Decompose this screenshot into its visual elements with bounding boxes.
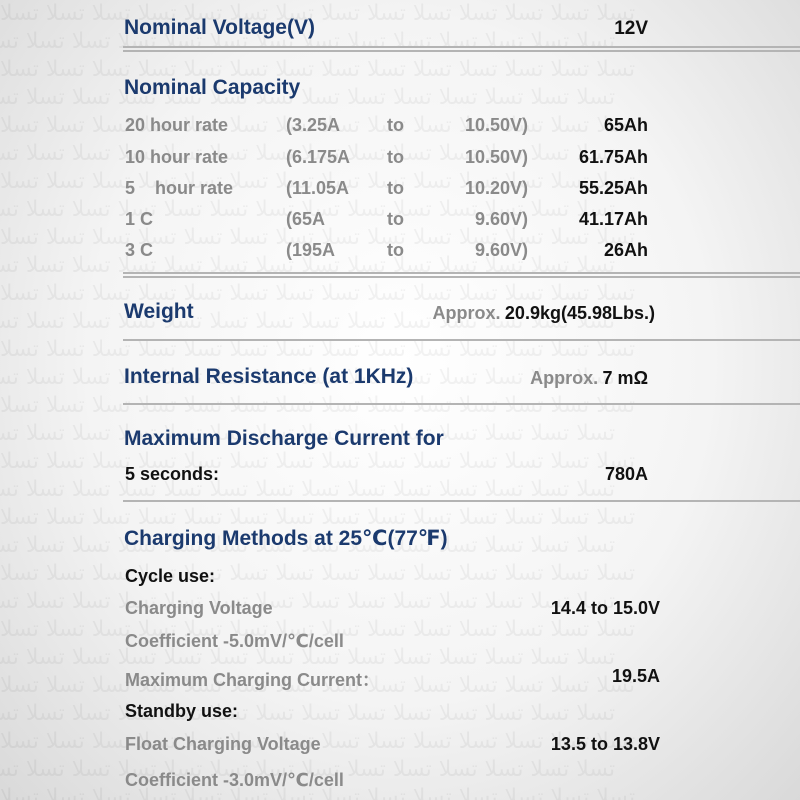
divider	[123, 339, 800, 341]
charging-voltage-value: 14.4 to 15.0V	[550, 598, 660, 618]
capacity-rate: 5 hour rate	[125, 178, 234, 198]
capacity-to: to	[387, 147, 404, 167]
coefficient-cycle: Coefficient -5.0mV/℃/cell	[125, 631, 344, 651]
weight-value-group	[432, 303, 655, 324]
capacity-value: 26Ah	[603, 240, 648, 260]
capacity-to: to	[387, 209, 404, 229]
float-charging-voltage-value: 13.5 to 13.8V	[550, 734, 660, 754]
capacity-value: 41.17Ah	[578, 209, 648, 229]
capacity-rate: 3 C	[125, 240, 154, 260]
capacity-rate: 1 C	[125, 209, 154, 229]
capacity-current: (195A	[286, 240, 336, 260]
max-charging-current-value: 19.5A	[611, 666, 660, 686]
capacity-value: 65Ah	[603, 115, 648, 135]
capacity-to: to	[387, 115, 404, 135]
resistance-value-group	[530, 368, 648, 389]
weight-label: Weight	[124, 300, 194, 323]
capacity-current: (11.05A	[286, 178, 350, 198]
coefficient-standby: Coefficient -3.0mV/℃/cell	[125, 770, 344, 790]
charging-voltage-label: Charging Voltage	[125, 598, 273, 618]
capacity-rate: 20 hour rate	[125, 115, 229, 135]
capacity-rate: 10 hour rate	[125, 147, 229, 167]
capacity-voltage: 9.60V)	[474, 240, 528, 260]
divider	[123, 272, 800, 278]
nominal-voltage-label: Nominal Voltage(V)	[124, 16, 315, 39]
max-discharge-value: 780A	[604, 464, 648, 484]
capacity-current: (6.175A	[286, 147, 351, 167]
float-charging-voltage-label: Float Charging Voltage	[125, 734, 321, 754]
nominal-voltage-value: 12V	[614, 18, 648, 39]
weight-value: 20.9kg(45.98Lbs.)	[504, 303, 655, 323]
capacity-voltage: 10.50V)	[464, 115, 528, 135]
capacity-current: (3.25A	[286, 115, 341, 135]
resistance-approx: Approx.	[530, 368, 599, 388]
max-discharge-duration: 5 seconds:	[125, 464, 220, 484]
capacity-to: to	[387, 178, 404, 198]
cycle-use-label: Cycle use:	[125, 566, 216, 586]
resistance-value: 7 mΩ	[602, 368, 648, 388]
internal-resistance-label: Internal Resistance (at 1KHz)	[124, 365, 414, 388]
capacity-voltage: 10.20V)	[464, 178, 528, 198]
max-charging-current-label: Maximum Charging Current：	[125, 670, 381, 690]
capacity-voltage: 10.50V)	[464, 147, 528, 167]
capacity-to: to	[387, 240, 404, 260]
max-discharge-label: Maximum Discharge Current for	[124, 427, 444, 450]
weight-approx: Approx.	[432, 303, 501, 323]
charging-methods-label: Charging Methods at 25℃(77℉)	[124, 527, 448, 550]
capacity-current: (65A	[286, 209, 326, 229]
standby-use-label: Standby use:	[125, 701, 239, 721]
divider	[123, 500, 800, 502]
capacity-voltage: 9.60V)	[474, 209, 528, 229]
nominal-capacity-label: Nominal Capacity	[124, 76, 301, 99]
capacity-value: 55.25Ah	[578, 178, 648, 198]
capacity-value: 61.75Ah	[578, 147, 648, 167]
divider	[123, 46, 800, 52]
divider	[123, 403, 800, 405]
